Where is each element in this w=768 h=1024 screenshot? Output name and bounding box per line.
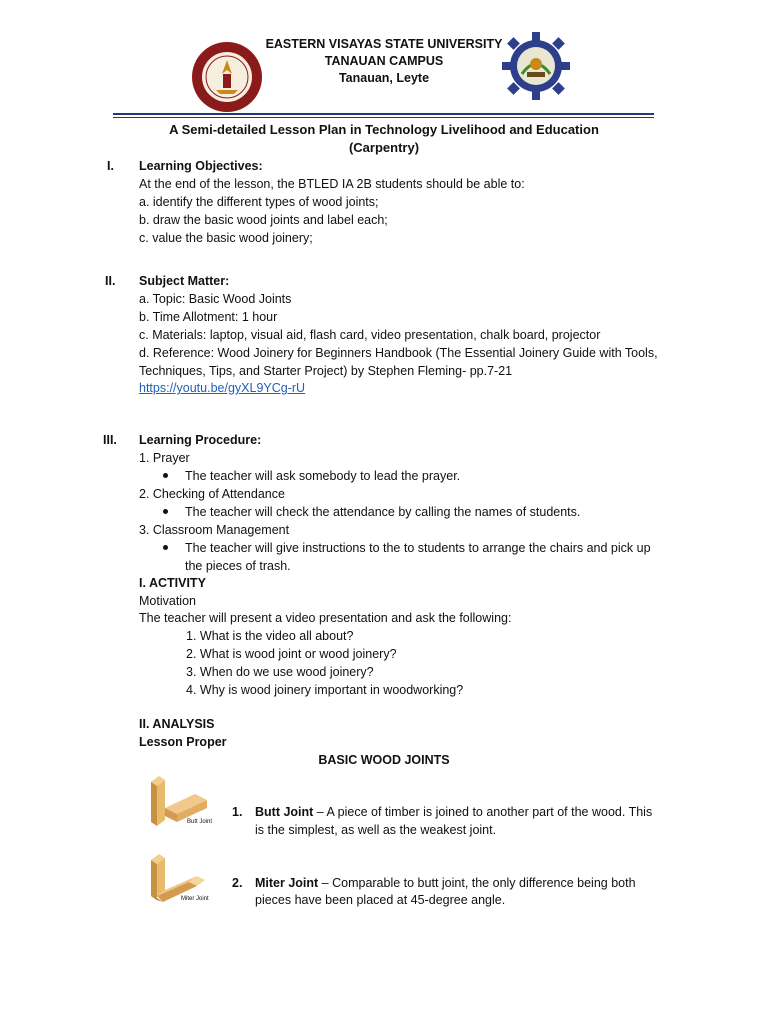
procedure-step-bullet-cont: the pieces of trash. [185,559,291,573]
joint-caption: Butt Joint [187,819,213,825]
analysis-heading: II. ANALYSIS [139,717,215,731]
subject-numeral: II. [105,274,116,288]
joint-number: 1. [232,805,243,819]
subject-topic: a. Topic: Basic Wood Joints [139,292,292,306]
joint-description-text: – A piece of timber is joined to another part of the wood. This [313,805,653,819]
procedure-step-bullet: The teacher will give instructions to the to students to arrange the chairs and pick up [185,541,651,555]
procedure-step-label: 2. Checking of Attendance [139,487,285,501]
activity-question: 4. Why is wood joinery important in woodworking? [186,683,464,697]
joint-description [255,804,652,821]
activity-heading: I. ACTIVITY [139,576,206,590]
procedure-step-bullet: The teacher will ask somebody to lead the prayer. [185,469,461,483]
university-name: EASTERN VISAYAS STATE UNIVERSITY [265,37,503,51]
joint-name: Miter Joint [255,876,319,890]
lesson-proper-label: Lesson Proper [139,735,227,749]
objectives-intro: At the end of the lesson, the BTLED IA 2B students should be able to: [139,177,525,191]
reference-video-link[interactable]: https://youtu.be/gyXL9YCg-rU [139,381,306,395]
objective-item: c. value the basic wood joinery; [139,231,313,245]
procedure-numeral: III. [103,433,117,447]
joint-description [255,875,636,892]
objective-item: b. draw the basic wood joints and label each; [139,213,388,227]
lesson-plan-subtitle: (Carpentry) [348,140,420,155]
campus-name: TANAUAN CAMPUS [324,54,444,68]
right-gear-seal [500,30,572,102]
lesson-plan-title: A Semi-detailed Lesson Plan in Technology Livelihood and Education [169,122,599,137]
left-university-seal [190,40,264,114]
activity-question: 1. What is the video all about? [186,629,354,643]
joint-caption: Miter Joint [181,896,209,902]
butt-joint-illustration [145,772,223,830]
objective-item: a. identify the different types of wood joints; [139,195,379,209]
activity-question: 2. What is wood joint or wood joinery? [186,647,397,661]
objectives-heading: Learning Objectives: [139,159,263,173]
joint-name: Butt Joint [255,805,314,819]
basic-wood-joints-title: BASIC WOOD JOINTS [318,753,450,767]
subject-reference-cont: Techniques, Tips, and Starter Project) by Stephen Fleming- pp.7-21 [139,364,513,378]
header-divider-bottom [113,117,654,118]
header-divider-top [113,113,654,115]
joint-number: 2. [232,876,243,890]
procedure-step-label: 3. Classroom Management [139,523,290,537]
bullet-dot [163,545,168,550]
subject-time: b. Time Allotment: 1 hour [139,310,278,324]
motivation-label: Motivation [139,594,196,608]
joint-description-text: – Comparable to butt joint, the only difference being both [318,876,636,890]
subject-heading: Subject Matter: [139,274,230,288]
subject-materials: c. Materials: laptop, visual aid, flash card, video presentation, chalk board, projector [139,328,601,342]
activity-question: 3. When do we use wood joinery? [186,665,374,679]
procedure-step-label: 1. Prayer [139,451,190,465]
joint-description-cont: is the simplest, as well as the weakest joint. [255,823,497,837]
objectives-numeral: I. [107,159,114,173]
subject-reference: d. Reference: Wood Joinery for Beginners Handbook (The Essential Joinery Guide with Tools, [139,346,658,360]
bullet-dot [163,509,168,514]
joint-description-cont: pieces have been placed at 45-degree angle. [255,893,506,907]
miter-joint-illustration [145,850,223,908]
bullet-dot [163,473,168,478]
procedure-step-bullet: The teacher will check the attendance by calling the names of students. [185,505,581,519]
campus-location: Tanauan, Leyte [338,71,430,85]
procedure-heading: Learning Procedure: [139,433,262,447]
activity-intro: The teacher will present a video presentation and ask the following: [139,611,512,625]
